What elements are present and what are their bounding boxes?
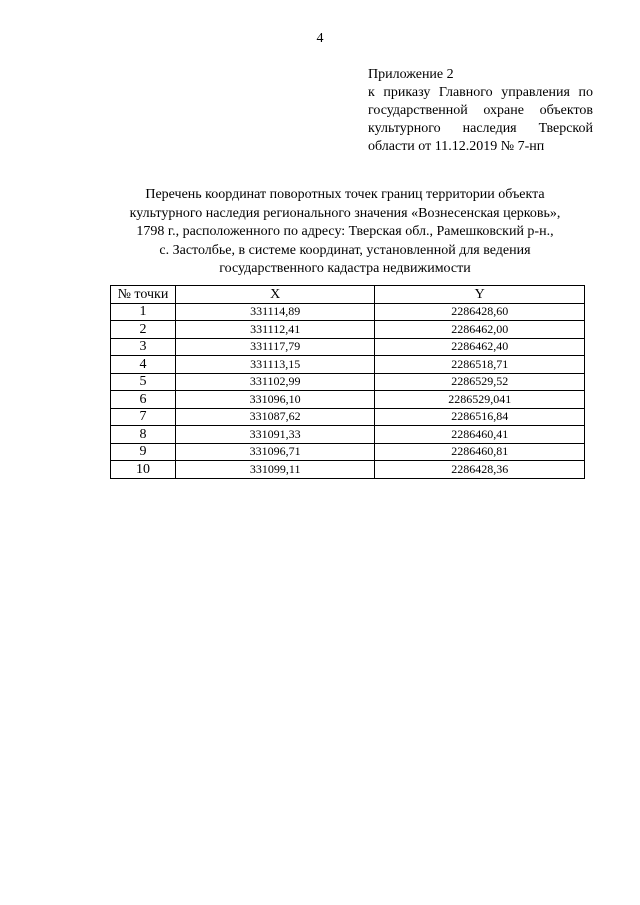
table-row [111, 303, 585, 321]
point-number-cell: 6 [111, 391, 176, 409]
point-number-cell: 8 [111, 426, 176, 444]
x-cell: 331096,10 [175, 391, 375, 409]
point-number-cell: 9 [111, 443, 176, 461]
x-cell: 331112,41 [175, 321, 375, 339]
point-number-cell: 10 [111, 461, 176, 479]
point-number-cell: 1 [111, 303, 176, 321]
y-cell: 2286460,41 [375, 426, 585, 444]
y-cell: 2286518,71 [375, 356, 585, 374]
x-cell: 331102,99 [175, 373, 375, 391]
appendix-line: государственной охране объектов [368, 103, 593, 118]
column-header-point: № точки [111, 286, 176, 304]
y-cell: 2286462,40 [375, 338, 585, 356]
heading-line: культурного наследия регионального значения «Вознесенская церковь», [129, 205, 561, 221]
appendix-line: к приказу Главного управления по [368, 85, 593, 100]
table-row [111, 391, 585, 409]
x-cell: 331099,11 [175, 461, 375, 479]
table-row [111, 461, 585, 479]
x-cell: 331096,71 [175, 443, 375, 461]
y-cell: 2286529,041 [375, 391, 585, 409]
table-body [111, 303, 585, 478]
appendix-block [368, 66, 593, 156]
x-cell: 331091,33 [175, 426, 375, 444]
table-row [111, 373, 585, 391]
table-row [111, 408, 585, 426]
table-row [111, 356, 585, 374]
point-number-cell: 2 [111, 321, 176, 339]
y-cell: 2286428,60 [375, 303, 585, 321]
point-number-cell: 5 [111, 373, 176, 391]
appendix-line: культурного наследия Тверской [368, 121, 593, 136]
y-cell: 2286529,52 [375, 373, 585, 391]
point-number-cell: 3 [111, 338, 176, 356]
point-number-cell: 7 [111, 408, 176, 426]
appendix-title: Приложение 2 [368, 67, 454, 82]
y-cell: 2286428,36 [375, 461, 585, 479]
appendix-line: области от 11.12.2019 № 7-нп [368, 139, 545, 154]
x-cell: 331114,89 [175, 303, 375, 321]
coordinates-table [110, 285, 585, 479]
column-header-y: Y [375, 286, 585, 304]
table-row [111, 321, 585, 339]
y-cell: 2286460,81 [375, 443, 585, 461]
document-heading [100, 186, 590, 279]
page-number: 4 [316, 31, 324, 46]
table-header-row [111, 286, 585, 304]
x-cell: 331113,15 [175, 356, 375, 374]
table-row [111, 426, 585, 444]
y-cell: 2286516,84 [375, 408, 585, 426]
x-cell: 331087,62 [175, 408, 375, 426]
heading-line: 1798 г., расположенного по адресу: Тверская обл., Рамешковский р-н., [136, 224, 554, 239]
table-row [111, 443, 585, 461]
heading-line: государственного кадастра недвижимости [219, 261, 471, 276]
table-row [111, 338, 585, 356]
heading-line: с. Застолбье, в системе координат, установленной для ведения [159, 242, 531, 258]
x-cell: 331117,79 [175, 338, 375, 356]
point-number-cell: 4 [111, 356, 176, 374]
y-cell: 2286462,00 [375, 321, 585, 339]
column-header-x: X [175, 286, 375, 304]
heading-line: Перечень координат поворотных точек границ территории объекта [145, 187, 545, 202]
